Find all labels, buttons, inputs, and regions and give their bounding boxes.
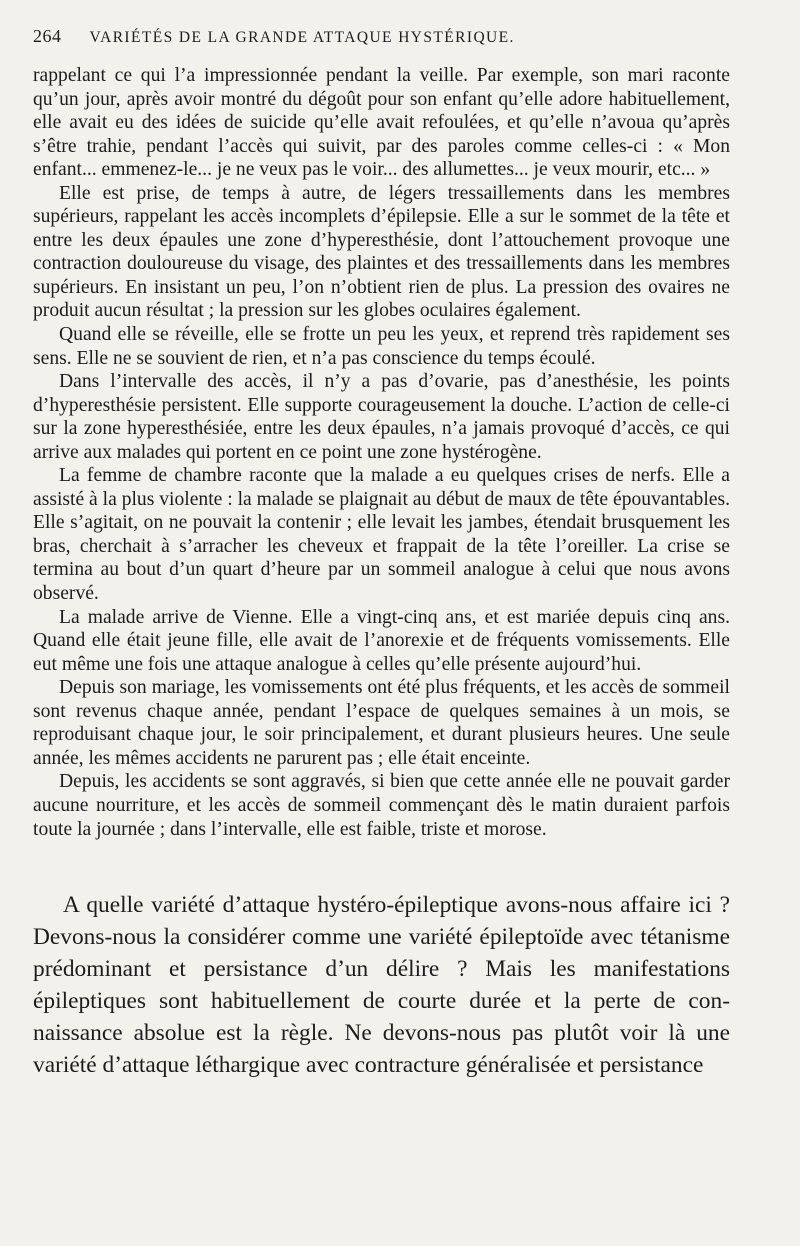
paragraph: Elle est prise, de temps à autre, de légers tressaillements dans les membres supérieurs, rappelant les accès incomplets d’épilepsie. Elle a sur le sommet de la tête et entre les deux épaules une zone d’hyperesthésie, dont l’attouchement provoque une contraction douloureuse du visage, des plaintes et des tressaillements dans les membres supérieurs. En insistant un peu, l’on n’obtient rien de plus. La pression des ovaires ne produit aucun résultat ; la pression sur les globes oculaires également.: [33, 182, 730, 322]
paragraph: La malade arrive de Vienne. Elle a vingt-cinq ans, et est mariée depuis cinq ans. Quand elle était jeune fille, elle avait de l’anorexie et de fréquents vomissements. Elle eut même une fois une attaque analogue à celles qu’elle présente aujourd’hui.: [33, 606, 730, 675]
section-gap: [33, 841, 730, 889]
paragraph: La femme de chambre raconte que la malade a eu quelques crises de nerfs. Elle a assisté à la plus violente : la malade se plaignait au début de maux de tête épouvantables. Elle s’agitait, on ne pouvait la contenir ; elle levait les jambes, étendait brusquement les bras, cherchait à s’arracher les cheveux et frappait de la tête l’oreiller. La crise se termina au bout d’un quart d’heure par un sommeil analogue à celui que nous avons observé.: [33, 465, 730, 605]
paragraph: Depuis, les accidents se sont aggravés, si bien que cette année elle ne pouvait garder aucune nourriture, et les accès de sommeil commençant dès le matin duraient parfois toute la journée ; dans l’intervalle, elle est faible, triste et morose.: [33, 771, 730, 840]
paragraph: rappelant ce qui l’a impressionnée pendant la veille. Par exemple, son mari raconte qu’un jour, après avoir montré du dégoût pour son enfant qu’elle adore habituellement, elle avait eu des idées de suicide qu’elle avait refoulées, et qu’elle n’avoua qu’après s’être trahie, pendant l’accès qui suivit, par des paroles comme celles-ci : « Mon enfant... emmenez-le... je ne veux pas le voir... des allumettes... je veux mourir, etc... »: [33, 65, 730, 181]
page-header: [33, 26, 730, 64]
discussion-text: [33, 889, 730, 1081]
page-number: 264: [33, 26, 62, 46]
paragraph: Quand elle se réveille, elle se frotte un peu les yeux, et reprend très rapidement ses sens. Elle ne se souvient de rien, et n’a pas conscience du temps écoulé.: [33, 324, 730, 369]
running-title: VARIÉTÉS DE LA GRANDE ATTAQUE HYSTÉRIQUE.: [89, 29, 515, 46]
paragraph: Dans l’intervalle des accès, il n’y a pas d’ovarie, pas d’anesthésie, les points d’hyperesthésie persistent. Elle supporte courageusement la douche. L’action de celle-ci sur la zone hyperesthésiée, entre les deux épaules, n’a jamais provoqué d’accès, ce qui arrive aux malades qui portent en ce point une zone hystérogène.: [33, 371, 730, 463]
paragraph: A quelle variété d’attaque hystéro-épileptique avons-nous affaire ici ? Devons-nous la considérer comme une variété épileptoïde avec tétanisme prédominant et persistance d’un délire ? Mais les manifestations épileptiques sont habituellement de courte durée et la perte de connaissance absolue est la règle. Ne devons-nous pas plutôt voir là une variété d’attaque léthargique avec contracture généralisée et persistance: [33, 892, 730, 1079]
observation-text: [33, 64, 730, 841]
paragraph: Depuis son mariage, les vomissements ont été plus fréquents, et les accès de sommeil sont revenus chaque année, pendant l’espace de quelques semaines à un mois, se reproduisant chaque jour, le soir principalement, et durant plusieurs heures. Une seule année, les mêmes accidents ne parurent pas ; elle était enceinte.: [33, 677, 730, 769]
